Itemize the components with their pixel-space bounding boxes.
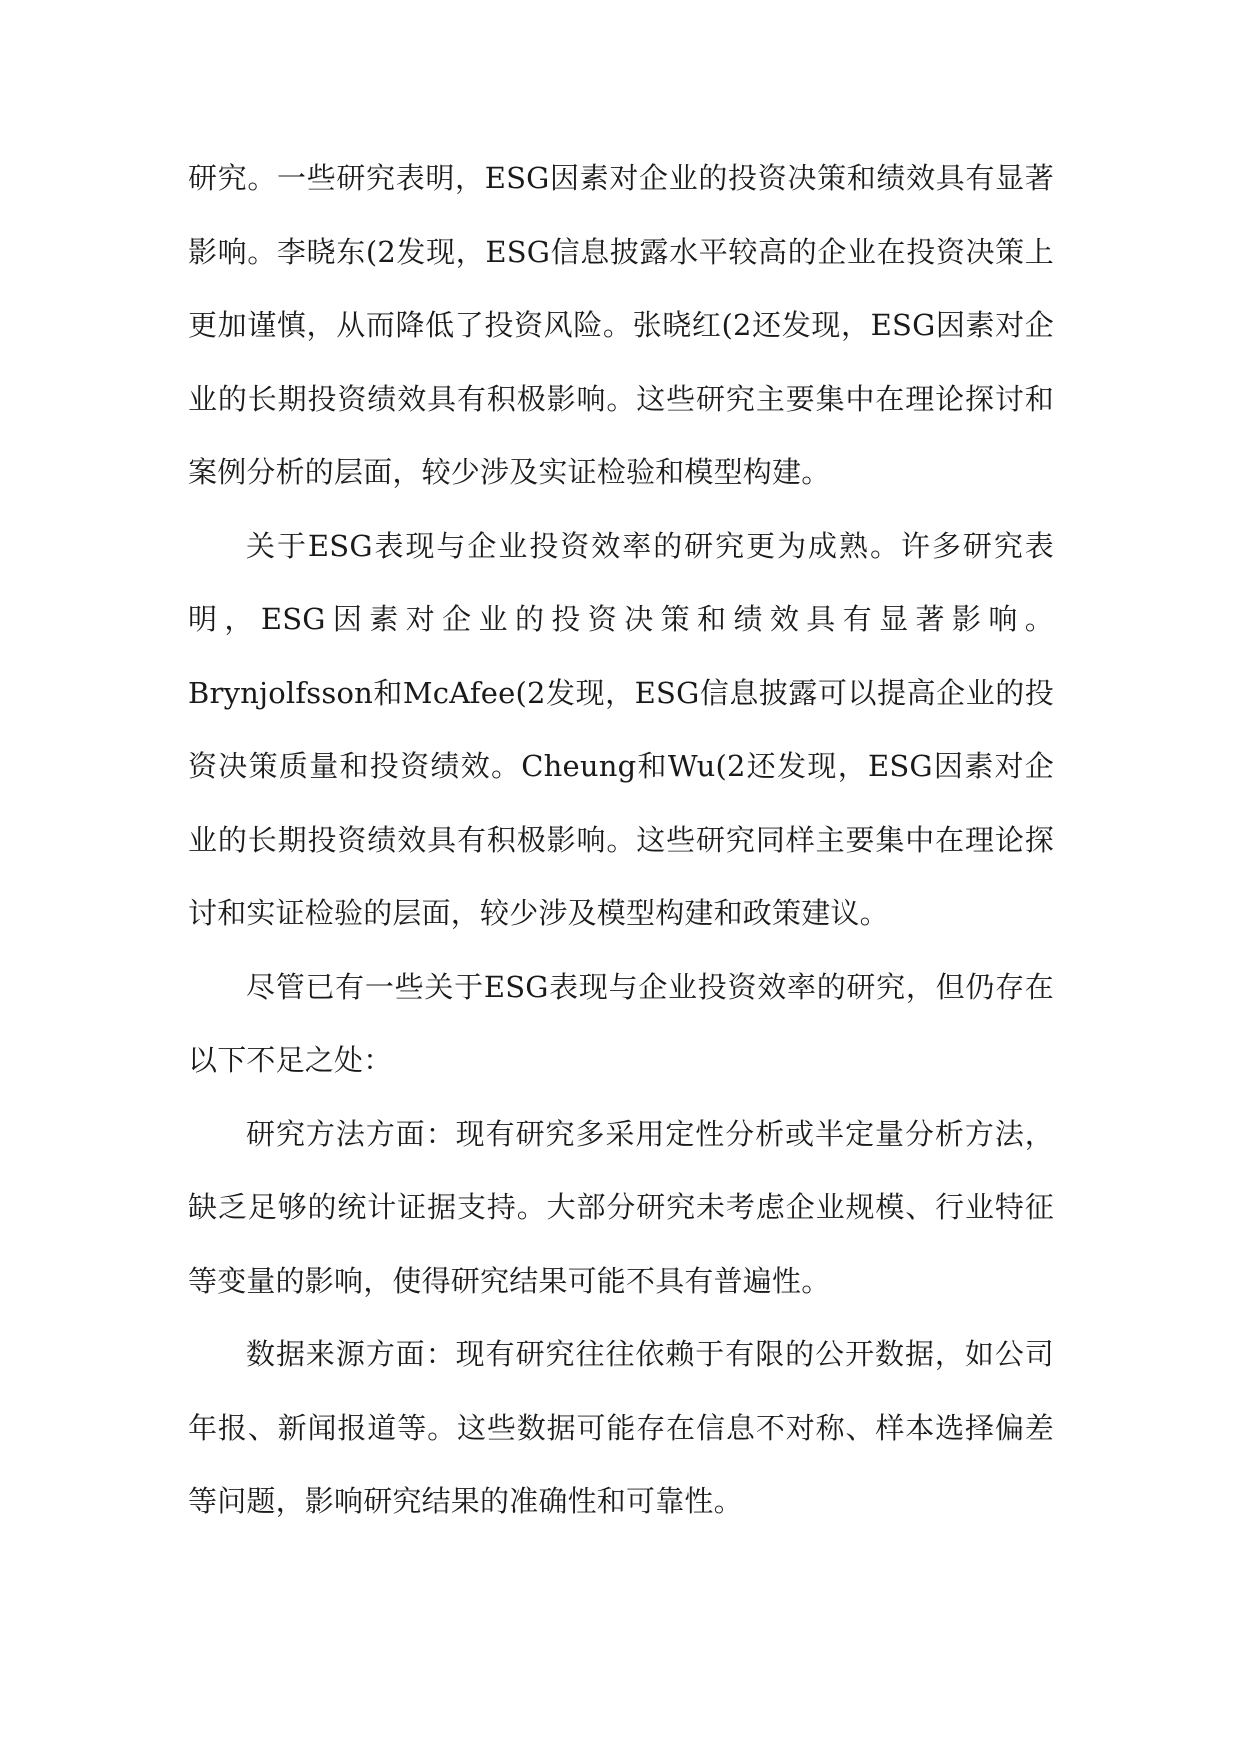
paragraph-1: 研究。一些研究表明，ESG因素对企业的投资决策和绩效具有显著影响。李晓东(2发现，ESG信息披露水平较高的企业在投资决策上更加谨慎，从而降低了投资风险。张晓红(2还发现，ESG因素对企业的长期投资绩效具有积极影响。这些研究主要集中在理论探讨和案例分析的层面，较少涉及实证检验和模型构建。 [188,161,1054,489]
paragraph-5: 数据来源方面：现有研究往往依赖于有限的公开数据，如公司年报、新闻报道等。这些数据可能存在信息不对称、样本选择偏差等问题，影响研究结果的准确性和可靠性。 [188,1337,1054,1518]
paragraph-3: 尽管已有一些关于ESG表现与企业投资效率的研究，但仍存在以下不足之处： [188,969,1054,1077]
document-body [188,142,1054,1539]
paragraph-4: 研究方法方面：现有研究多采用定性分析或半定量分析方法，缺乏足够的统计证据支持。大部分研究未考虑企业规模、行业特征等变量的影响，使得研究结果可能不具有普遍性。 [188,1116,1054,1298]
paragraph-2: 关于ESG表现与企业投资效率的研究更为成熟。许多研究表明，ESG因素对企业的投资决策和绩效具有显著影响。Brynjolfsson和McAfee(2发现，ESG信息披露可以提高企业的投资决策质量和投资绩效。Cheung和Wu(2还发现，ESG因素对企业的长期投资绩效具有积极影响。这些研究同样主要集中在理论探讨和实证检验的层面，较少涉及模型构建和政策建议。 [188,528,1054,930]
